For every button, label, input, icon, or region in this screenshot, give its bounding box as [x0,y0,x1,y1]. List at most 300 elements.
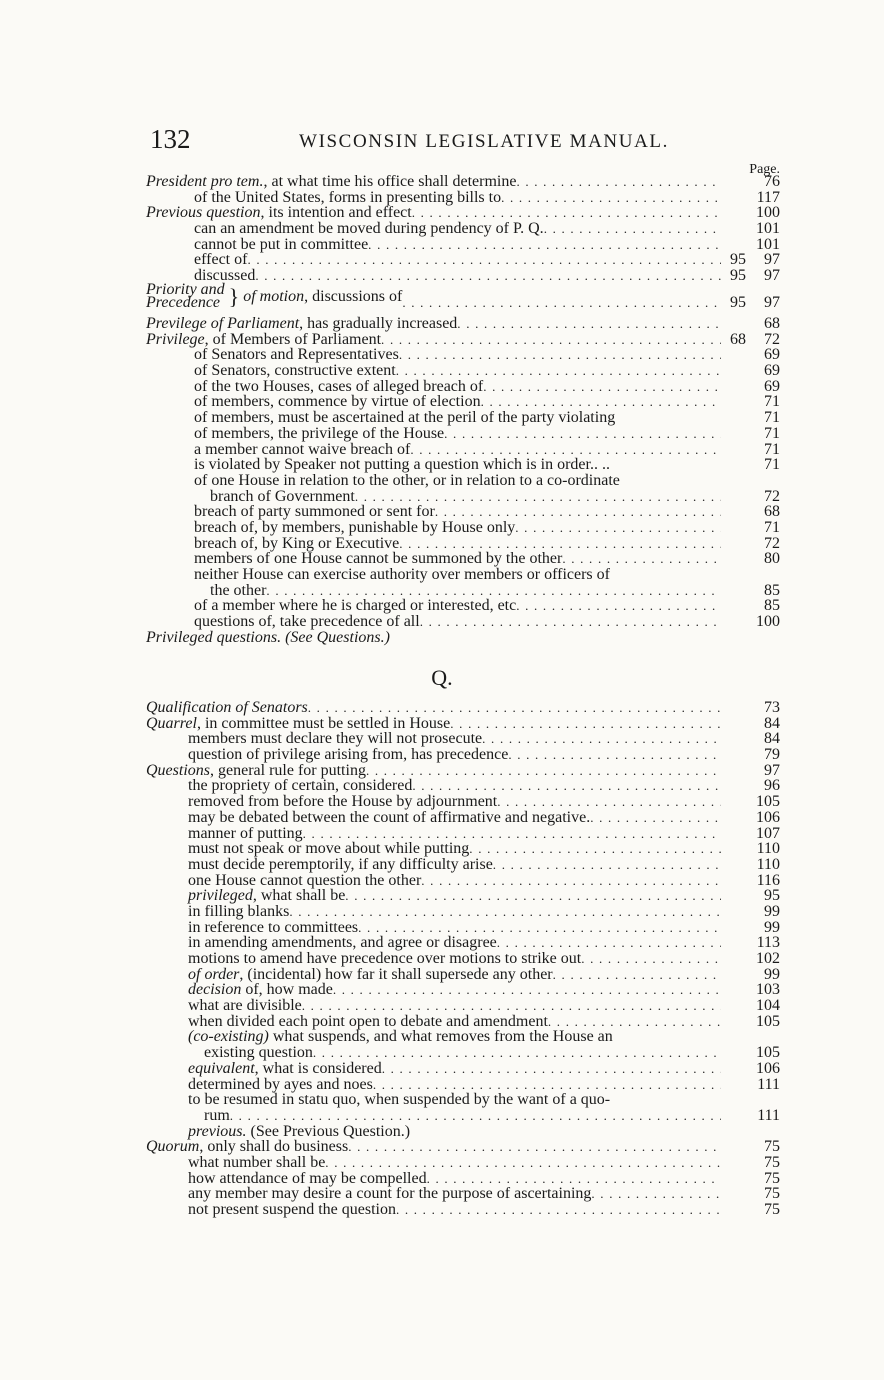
dot-leader [412,205,721,221]
page-ref [721,982,780,998]
dot-leader [308,700,721,716]
entry-description: may be debated between the count of affirmative and negative. [188,808,591,826]
index-entry [146,1202,780,1218]
dot-leader [444,426,721,442]
entry-description: must not speak or move about while putting [188,840,470,858]
entry-description: removed from before the House by adjournment [188,793,498,811]
entry-text [146,700,308,716]
index-entry [146,935,780,951]
entry-description: one House cannot question the other [188,871,422,889]
entry-text [194,442,410,458]
page-ref-2: 69 [764,346,780,364]
entry-text [188,826,303,842]
entry-text [188,1029,613,1045]
page-ref-2: 68 [764,503,780,521]
entry-description: , in committee must be settled in House [196,714,451,732]
index-entry [146,520,780,536]
dot-leader [373,1077,721,1093]
entry-description: discussed [194,267,256,285]
entry-text [188,810,590,826]
entry-description: what are divisible [188,997,302,1015]
entry-description: of Senators and Representatives [194,346,399,364]
dot-leader [345,888,721,904]
index-entry [146,252,780,268]
index-entry [146,221,780,237]
page-ref [721,347,780,363]
entry-text [210,489,355,505]
page-ref-2: 104 [756,997,780,1015]
index-entry [146,1061,780,1077]
page-ref [721,268,780,284]
index-entry [146,567,780,583]
entry-text [194,567,610,583]
page-ref-2: 99 [764,902,780,920]
index-entry [146,1186,780,1202]
entry-text [188,778,412,794]
index-entry [146,1014,780,1030]
dot-leader [358,920,721,936]
dot-leader [303,826,721,842]
page-ref-2: 71 [764,424,780,442]
page-ref-2: 68 [764,315,780,332]
entry-keyword: Quorum [146,1138,200,1156]
entry-description: a member cannot waive breach of [194,440,411,458]
entry-text [194,473,620,489]
entry-text [188,1092,610,1108]
dot-leader [483,379,721,395]
page-ref-2: 75 [764,1201,780,1218]
entry-text [188,1124,410,1140]
index-entry [146,747,780,763]
entry-description: in filling blanks [188,902,290,920]
page-ref [721,1014,780,1030]
entry-text [188,873,421,889]
entry-text [146,332,381,348]
index-entry [146,237,780,253]
page-ref [721,935,780,951]
entry-text [194,426,444,442]
page-ref [721,598,780,614]
entry-description: not present suspend the question [188,1201,396,1218]
page-ref-2: 103 [756,981,780,999]
dot-leader [396,1202,721,1218]
entry-description: , of Members of Parliament [204,330,382,348]
entry-text [188,1171,427,1187]
page-ref [721,1139,780,1155]
entry-text [194,551,562,567]
page-ref [721,888,780,904]
page-ref [721,747,780,763]
page-ref [721,1186,780,1202]
entry-description: what number shall be [188,1153,326,1171]
page-ref-2: 75 [764,1138,780,1156]
index-entry [146,442,780,458]
entry-description: can an amendment be moved during pendency of P. Q. [194,220,544,238]
page-ref-2: 97 [764,267,780,285]
entry-text [188,747,508,763]
index-entry [146,763,780,779]
entry-text [194,221,544,237]
page-ref-2: 107 [756,824,780,842]
entry-description: of a member where he is charged or interested, etc [194,597,517,615]
entry-subkeyword: (co-existing) [188,1028,269,1046]
entry-keyword: Quarrel [146,714,197,732]
entry-text [188,1077,373,1093]
dot-leader [399,347,721,363]
entry-text [194,252,247,268]
entry-description: of one House in relation to the other, or in relation to a co-ordinate [194,471,620,489]
index-entry [146,731,780,747]
page-ref-1: 68 [730,330,746,348]
entry-description: , what shall be [252,887,346,905]
page-ref-2: 75 [764,1169,780,1187]
page-ref-2: 97 [764,294,780,311]
entry-subkeyword: decision [188,981,242,999]
page-ref-2: 117 [756,188,780,206]
index-entry [146,190,780,206]
index-entry [146,778,780,794]
index-entry [146,1108,780,1124]
index-section-privilege [146,316,780,645]
entry-description: neither House can exercise authority over members or officers of [194,566,610,583]
page-ref [721,873,780,889]
page-ref-2: 105 [756,793,780,811]
dot-leader [493,857,721,873]
index-entry [146,551,780,567]
page-ref [721,442,780,458]
dot-leader [368,237,721,253]
index-entry-priority [146,283,780,309]
entry-description: is violated by Speaker not putting a question which is in order.. .. [194,456,610,474]
page-ref [721,583,780,599]
entry-description: , its intention and effect [260,204,412,222]
index-entry [146,700,780,716]
entry-description: members must declare they will not prosecute [188,730,483,748]
page-ref [721,316,780,332]
entry-keyword: Previous question [146,204,261,222]
page-ref [721,551,780,567]
page-ref [721,716,780,732]
page-ref-2: 96 [764,777,780,795]
page-ref-2: 76 [764,173,780,190]
page-ref-2: 69 [764,362,780,380]
entry-keyword: Privilege [146,330,205,348]
page-ref-2: 71 [764,440,780,458]
entry-description: existing question [204,1044,313,1062]
page-ref-2: 100 [756,613,780,631]
entry-description: the propriety of certain, considered [188,777,413,795]
dot-leader [381,332,721,348]
entry-text [188,967,553,983]
dot-leader [435,504,721,520]
index-entry [146,630,780,646]
page-ref-2: 105 [756,1044,780,1062]
entry-text [194,504,435,520]
index-entry [146,920,780,936]
page-ref [721,221,780,237]
dot-leader [412,778,721,794]
entry-text [194,394,481,410]
entry-description: to be resumed in statu quo, when suspended by the want of a quo- [188,1091,611,1109]
entry-description: the other [210,581,267,599]
entry-keyword: Privileged questions. [146,628,282,646]
page-ref [721,504,780,520]
entry-description: determined by ayes and noes [188,1075,373,1093]
entry-description: , has gradually increased [299,315,458,332]
entry-text [188,935,497,951]
entry-text [194,379,483,395]
entry-description: questions of, take precedence of all [194,613,420,631]
page-ref-1: 95 [730,267,746,285]
entry-text [194,237,368,253]
page-ref-2: 73 [764,699,780,716]
index-entry [146,473,780,489]
dot-leader [420,614,721,630]
dot-leader [399,536,721,552]
brace-symbol: } [228,283,240,309]
page-column-label: Page. [749,162,780,177]
page-ref [721,379,780,395]
page-ref [721,426,780,442]
entry-description: breach of party summoned or sent for [194,503,435,521]
page-ref [721,237,780,253]
index-entry [146,332,780,348]
dot-leader [366,763,721,779]
entry-text [188,1202,396,1218]
entry-description: manner of putting [188,824,303,842]
entry-text [146,716,450,732]
index-entry [146,174,780,190]
page-ref [721,332,780,348]
page-ref [721,857,780,873]
index-section-q [146,700,780,1218]
page-ref [721,296,780,309]
index-entry [146,716,780,732]
index-entry [146,598,780,614]
entry-text [204,1108,230,1124]
index-entry [146,888,780,904]
page-ref-2: 72 [764,330,780,348]
dot-leader [333,982,721,998]
index-entry [146,982,780,998]
dot-leader [516,174,721,190]
index-entry [146,347,780,363]
dot-leader [289,904,721,920]
index-entry [146,205,780,221]
entry-description: of the United States, forms in presenting bills to [194,188,502,206]
entry-description: in amending amendments, and agree or disagree [188,934,497,952]
page-ref [721,700,780,716]
index-entry [146,457,780,473]
dot-leader [427,1171,721,1187]
page-ref [749,410,780,426]
entry-text [188,731,482,747]
entry-description: (See Questions.) [281,628,390,646]
entry-description: , what is considered [254,1059,382,1077]
page-ref-2: 84 [764,714,780,732]
index-entry [146,1139,780,1155]
entry-subkeyword: of order [188,965,240,983]
page-ref [721,1155,780,1171]
dot-leader [544,221,721,237]
page-ref-2: 110 [756,855,780,873]
entry-description: breach of, by members, punishable by House only [194,518,516,536]
entry-text [194,363,396,379]
page-ref [721,394,780,410]
entry-description: , at what time his office shall determine [263,173,517,190]
entry-description: , only shall do business [199,1138,349,1156]
entry-text [204,1045,313,1061]
entry-text [188,841,469,857]
page-ref-2: 85 [764,597,780,615]
dot-leader [355,489,721,505]
entry-description: branch of Government [210,487,355,505]
page-ref [721,810,780,826]
page-ref-2: 97 [764,761,780,779]
entry-description: of the two Houses, cases of alleged breach of [194,377,484,395]
index-entry [146,489,780,505]
dot-leader [516,598,721,614]
page-ref [721,520,780,536]
page-ref [721,794,780,810]
page-ref-2: 99 [764,965,780,983]
priority-key-line2: Precedence [146,294,221,311]
page-ref [721,763,780,779]
dot-leader [302,998,721,1014]
index-entry [146,316,780,332]
page-ref-1: 95 [730,294,746,311]
page-ref [721,920,780,936]
entry-text [146,763,366,779]
entry-text [194,347,399,363]
dot-leader [382,1061,721,1077]
entry-text [194,190,501,206]
entry-description: of members, must be ascertained at the peril of the party violating [194,409,616,427]
page-ref-2: 97 [764,251,780,269]
page-ref-2: 111 [757,1106,780,1124]
entry-text [194,520,515,536]
index-entry [146,841,780,857]
dot-leader [553,967,721,983]
page-ref [721,1202,780,1218]
dot-leader [562,551,721,567]
page-ref-2: 101 [756,235,780,253]
page-ref-2: 116 [756,871,780,889]
page-ref-2: 105 [756,1012,780,1030]
index-entry [146,951,780,967]
entry-keyword: Qualification of Senators [146,699,308,716]
page-ref-2: 72 [764,534,780,552]
index-entry [146,363,780,379]
entry-description: in reference to committees [188,918,359,936]
entry-description: of, how made [241,981,333,999]
entry-text [188,982,333,998]
dot-leader [266,583,721,599]
entry-description: breach of, by King or Executive [194,534,400,552]
entry-text [188,1014,548,1030]
page-ref-2: 84 [764,730,780,748]
entry-description: rum [204,1106,230,1124]
page-ref [721,205,780,221]
dot-leader [497,935,721,951]
index-entry [146,379,780,395]
page-ref-2: 100 [756,204,780,222]
entry-description: of members, commence by virtue of election [194,393,481,411]
page-ref [721,1061,780,1077]
index-entry [146,1045,780,1061]
entry-text [194,410,615,426]
page-number: 132 [150,124,191,154]
entry-subkeyword: privileged [188,887,253,905]
dot-leader [481,394,721,410]
entry-text [188,998,302,1014]
entry-description: of members, the privilege of the House [194,424,445,442]
index-section-priority [146,283,780,309]
entry-text [188,951,581,967]
page-ref [721,190,780,206]
page-ref-2: 95 [764,887,780,905]
page-ref [721,778,780,794]
page-ref [721,614,780,630]
dot-leader [313,1045,721,1061]
entry-description: when divided each point open to debate and amendment [188,1012,548,1030]
entry-description: cannot be put in committee [194,235,369,253]
dot-leader [501,190,721,206]
entry-text [188,1061,382,1077]
priority-key-line1: Priority and [146,281,225,298]
page-ref-2: 75 [764,1185,780,1203]
entry-subkeyword: previous. [188,1122,247,1140]
page-ref [721,1108,780,1124]
entry-text [188,904,289,920]
index-entry [146,1029,780,1045]
index-entry [146,426,780,442]
entry-text [146,205,412,221]
entry-text [188,794,497,810]
index-entry [146,1077,780,1093]
page-ref [721,841,780,857]
index-entry [146,1171,780,1187]
entry-description: question of privilege arising from, has precedence [188,746,509,764]
page-ref [721,1171,780,1187]
index-entry [146,857,780,873]
page-ref-2: 75 [764,1153,780,1171]
index-section-p [146,174,780,284]
page-ref-2: 110 [756,840,780,858]
entry-text [146,174,516,190]
entry-text [146,1139,348,1155]
page-ref-2: 71 [764,518,780,536]
dot-leader [548,1014,721,1030]
entry-description: must decide peremptorily, if any difficulty arise [188,855,493,873]
dot-leader [590,810,721,826]
page-ref [721,1077,780,1093]
page-ref [721,998,780,1014]
entry-text [146,630,390,646]
dot-leader [255,268,721,284]
page-ref-2: 69 [764,377,780,395]
page-ref [721,967,780,983]
entry-description: of Senators, constructive extent [194,362,396,380]
dot-leader [508,747,721,763]
page-ref [721,904,780,920]
page-ref [721,951,780,967]
entry-description: what suspends, and what removes from the House an [268,1028,613,1046]
page-ref [749,457,780,473]
page-ref [721,174,780,190]
page-ref-2: 111 [757,1075,780,1093]
page-ref [721,731,780,747]
